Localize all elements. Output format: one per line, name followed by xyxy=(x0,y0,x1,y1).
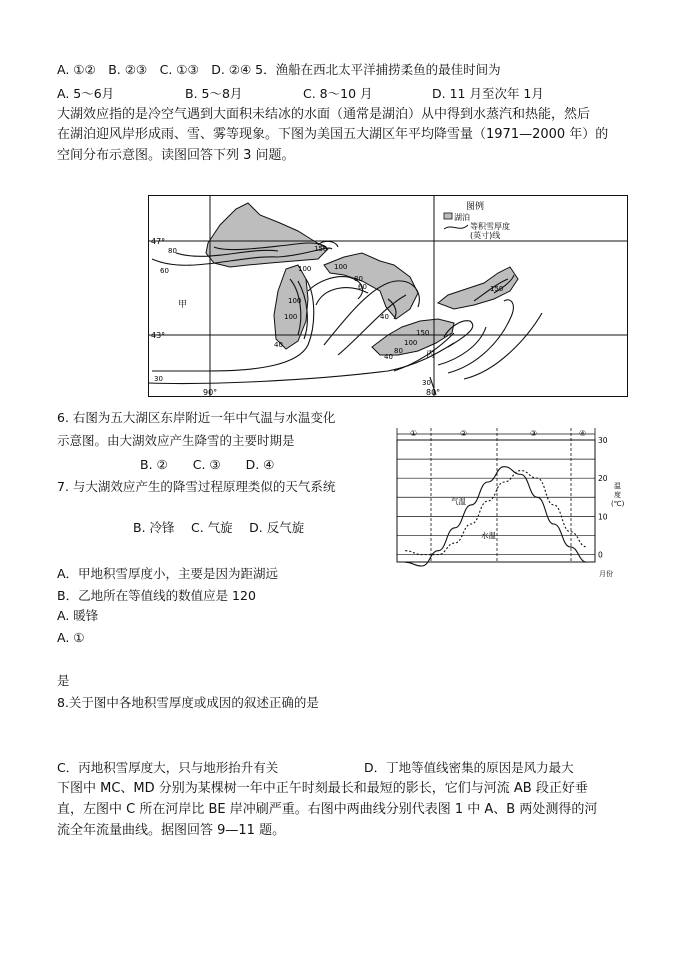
q7-stem: 7. 与大湖效应产生的降雪过程原理类似的天气系统 xyxy=(57,479,336,494)
ylabel-line-3: (℃) xyxy=(611,500,625,508)
chart-periods xyxy=(397,428,595,562)
fragment-shi: 是 xyxy=(57,673,70,688)
isoline-value: 80 xyxy=(354,275,363,283)
temperature-chart xyxy=(393,426,633,584)
lon-90-label: 90° xyxy=(203,388,218,397)
passage-line-3: 流全年流量曲线。据图回答 9—11 题。 xyxy=(57,823,286,838)
q5-option-c: C. 8～10 月 xyxy=(303,86,373,101)
isoline-value: 40 xyxy=(384,353,393,361)
y-tick-label: 30 xyxy=(598,436,608,445)
isoline-value: 40 xyxy=(380,313,389,321)
isoline-value: 100 xyxy=(334,263,348,271)
period-label: ④ xyxy=(579,429,587,438)
isoline-value: 60 xyxy=(358,283,367,291)
q8-option-d: D．丁地等值线密集的原因是风力最大 xyxy=(364,760,574,775)
isoline-value: 80 xyxy=(394,347,403,355)
isoline-value: 100 xyxy=(298,265,312,273)
snowfall-map xyxy=(148,195,628,397)
y-tick-label: 10 xyxy=(598,512,608,522)
isoline-value: 150 xyxy=(416,329,430,337)
intro-line-2: 在湖泊迎风岸形成雨、雪、雾等现象。下图为美国五大湖区年平均降雪量（1971—2000 年）的 xyxy=(57,127,609,142)
isoline-value: 150 xyxy=(490,285,504,293)
isoline-value: 100 xyxy=(404,339,418,347)
legend-lake-label: 湖泊 xyxy=(454,213,470,222)
legend-line-label-2: (英寸)线 xyxy=(470,231,501,240)
map-legend xyxy=(440,199,608,240)
isoline-value: 60 xyxy=(160,267,169,275)
passage-line-1: 下图中 MC、MD 分别为某棵树一年中正午时刻最长和最短的影长，它们与河流 AB 段正好垂 xyxy=(57,781,588,796)
q5-option-b: B. 5～8月 xyxy=(185,86,243,101)
lat-43-label: 43° xyxy=(151,331,166,340)
ylabel-line-2: 度 xyxy=(614,491,621,499)
chart-xlabel: 月份 xyxy=(599,570,613,578)
ylabel-line-1: 温 xyxy=(614,482,621,490)
isoline-value: 100 xyxy=(288,297,302,305)
water-temp-series-label: 水温 xyxy=(481,531,496,540)
y-tick-label: 20 xyxy=(598,474,608,484)
lon-80-label: 80° xyxy=(426,388,441,397)
q8-stem: 8.关于图中各地积雪厚度或成因的叙述正确的是 xyxy=(57,695,319,710)
isoline-value: 100 xyxy=(284,313,298,321)
q8-option-c: C．丙地积雪厚度大，只与地形抬升有关 xyxy=(57,760,279,775)
q6-line-1: 6. 右图为五大湖区东岸附近一年中气温与水温变化 xyxy=(57,410,336,425)
q5-option-d: D. 11 月至次年 1月 xyxy=(432,86,544,101)
isoline-value: 30 xyxy=(154,375,163,383)
bing-label: 丙 xyxy=(426,350,436,360)
isoline-value: 40 xyxy=(274,341,283,349)
intro-line-3: 空间分布示意图。读图回答下列 3 问题。 xyxy=(57,148,295,163)
legend-title: 图例 xyxy=(466,202,485,212)
intro-line-1: 大湖效应指的是冷空气遇到大面积未结冰的水面（通常是湖泊）从中得到水蒸汽和热能，然后 xyxy=(57,107,591,122)
jia-label: 甲 xyxy=(178,300,188,310)
period-label: ② xyxy=(460,429,468,438)
y-tick-label: 0 xyxy=(598,550,603,560)
q5-option-a: A. 5～6月 xyxy=(57,86,115,101)
chart-y-ticks xyxy=(598,436,608,560)
q7-options: B. 冷锋 C. 气旋 D. 反气旋 xyxy=(133,520,305,535)
isoline-value: 30 xyxy=(422,379,431,387)
answer-options-line: A. ①② B. ②③ C. ①③ D. ②④ 5．渔船在西北太平洋捕捞柔鱼的最佳时间为 xyxy=(57,62,501,77)
statement-a: A．甲地积雪厚度小，主要是因为距湖远 xyxy=(57,566,279,581)
isoline-value: 80 xyxy=(168,247,177,255)
passage-line-2: 直，左图中 C 所在河岸比 BE 岸冲刷严重。右图中两曲线分别代表图 1 中 A、B 两处测得的河 xyxy=(57,802,598,817)
isoline-value: 150 xyxy=(314,245,328,253)
period-label: ① xyxy=(410,429,418,438)
period-label: ③ xyxy=(530,429,538,438)
lake-swatch xyxy=(444,213,452,219)
option-circle-1: A. ① xyxy=(57,630,85,645)
statement-b: B．乙地所在等值线的数值应是 120 xyxy=(57,588,256,603)
q6-line-2: 示意图。由大湖效应产生降雪的主要时期是 xyxy=(57,433,295,448)
water-temp-line xyxy=(405,471,587,555)
option-warm-front: A. 暖锋 xyxy=(57,608,99,623)
lat-47-label: 47° xyxy=(151,237,166,246)
air-temp-series-label: 气温 xyxy=(451,497,466,506)
q6-options: B. ② C. ③ D. ④ xyxy=(140,457,275,472)
legend-line-label-1: 等积雪厚度 xyxy=(470,222,510,231)
